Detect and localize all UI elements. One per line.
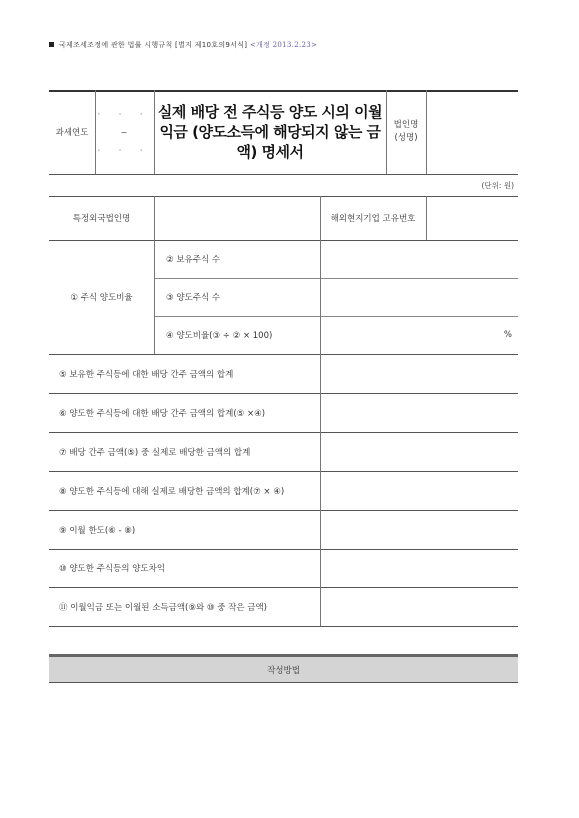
amount-field[interactable]: [320, 549, 518, 587]
amount-field[interactable]: [320, 393, 518, 432]
statement-form: [49, 90, 518, 626]
row-label: ⑨ 이월 한도(⑥ - ⑧): [59, 525, 136, 536]
row-label: ⑩ 양도한 주식등의 양도차익: [59, 564, 166, 574]
amount-field[interactable]: [320, 510, 518, 549]
local-id-field[interactable]: [426, 196, 518, 240]
tax-year-start-field[interactable]: · · ·: [97, 110, 151, 119]
held-shares-field[interactable]: [320, 240, 518, 278]
header-revision: <개정 2013.2.23>: [249, 41, 318, 49]
row-label: ⑪ 이월익금 또는 이월된 소득금액(⑨와 ⑩ 중 작은 금액): [59, 602, 267, 613]
transferred-shares-field[interactable]: [320, 278, 518, 316]
writing-method-header: [49, 654, 518, 683]
percent-sign: %: [503, 330, 512, 340]
unit-label: (단위: 원): [481, 181, 514, 190]
form-header-note: [49, 40, 317, 50]
tax-year-label: 과세연도: [55, 128, 89, 138]
amount-field[interactable]: [320, 432, 518, 471]
amount-field[interactable]: [320, 587, 518, 626]
amount-field[interactable]: [320, 354, 518, 393]
row-label: ⑦ 배당 간주 금액(⑤) 중 실제로 배당한 금액의 합계: [59, 447, 251, 458]
writing-method-label: 작성방법: [267, 665, 300, 676]
corp-name-field[interactable]: [426, 90, 518, 174]
transfer-ratio-field[interactable]: [320, 316, 518, 354]
tax-year-end-field[interactable]: · · ·: [97, 146, 151, 155]
row-label: ⑧ 양도한 주식등에 대해 실제로 배당한 금액의 합계(⑦ × ④): [59, 486, 285, 497]
row-label: ⑥ 양도한 주식등에 대한 배당 간주 금액의 합계(⑤ ×④): [59, 408, 266, 419]
held-shares-label: ② 보유주식 수: [166, 255, 221, 265]
foreign-corp-field[interactable]: [154, 196, 320, 240]
share-ratio-label: ① 주식 양도비율: [70, 293, 133, 303]
transfer-ratio-label: ④ 양도비율(③ ÷ ② × 100): [166, 331, 273, 341]
form-title: 실제 배당 전 주식등 양도 시의 이월익금 (양도소득에 해당되지 않는 금액) 명세서: [157, 103, 383, 161]
foreign-corp-label: 특정외국법인명: [72, 214, 131, 224]
date-range-tilde: ~: [120, 128, 128, 137]
row-label: ⑤ 보유한 주식등에 대한 배당 간주 금액의 합계: [59, 369, 234, 380]
transferred-shares-label: ③ 양도주식 수: [166, 293, 221, 303]
amount-field[interactable]: [320, 471, 518, 510]
square-bullet-icon: [49, 42, 54, 47]
local-id-label: 해외현지기업 고유번호: [330, 214, 416, 224]
corp-name-label: 법인명 (성명): [393, 120, 419, 143]
header-law-text: 국제조세조정에 관한 법률 시행규칙 [별지 제10호의9서식]: [59, 41, 248, 49]
